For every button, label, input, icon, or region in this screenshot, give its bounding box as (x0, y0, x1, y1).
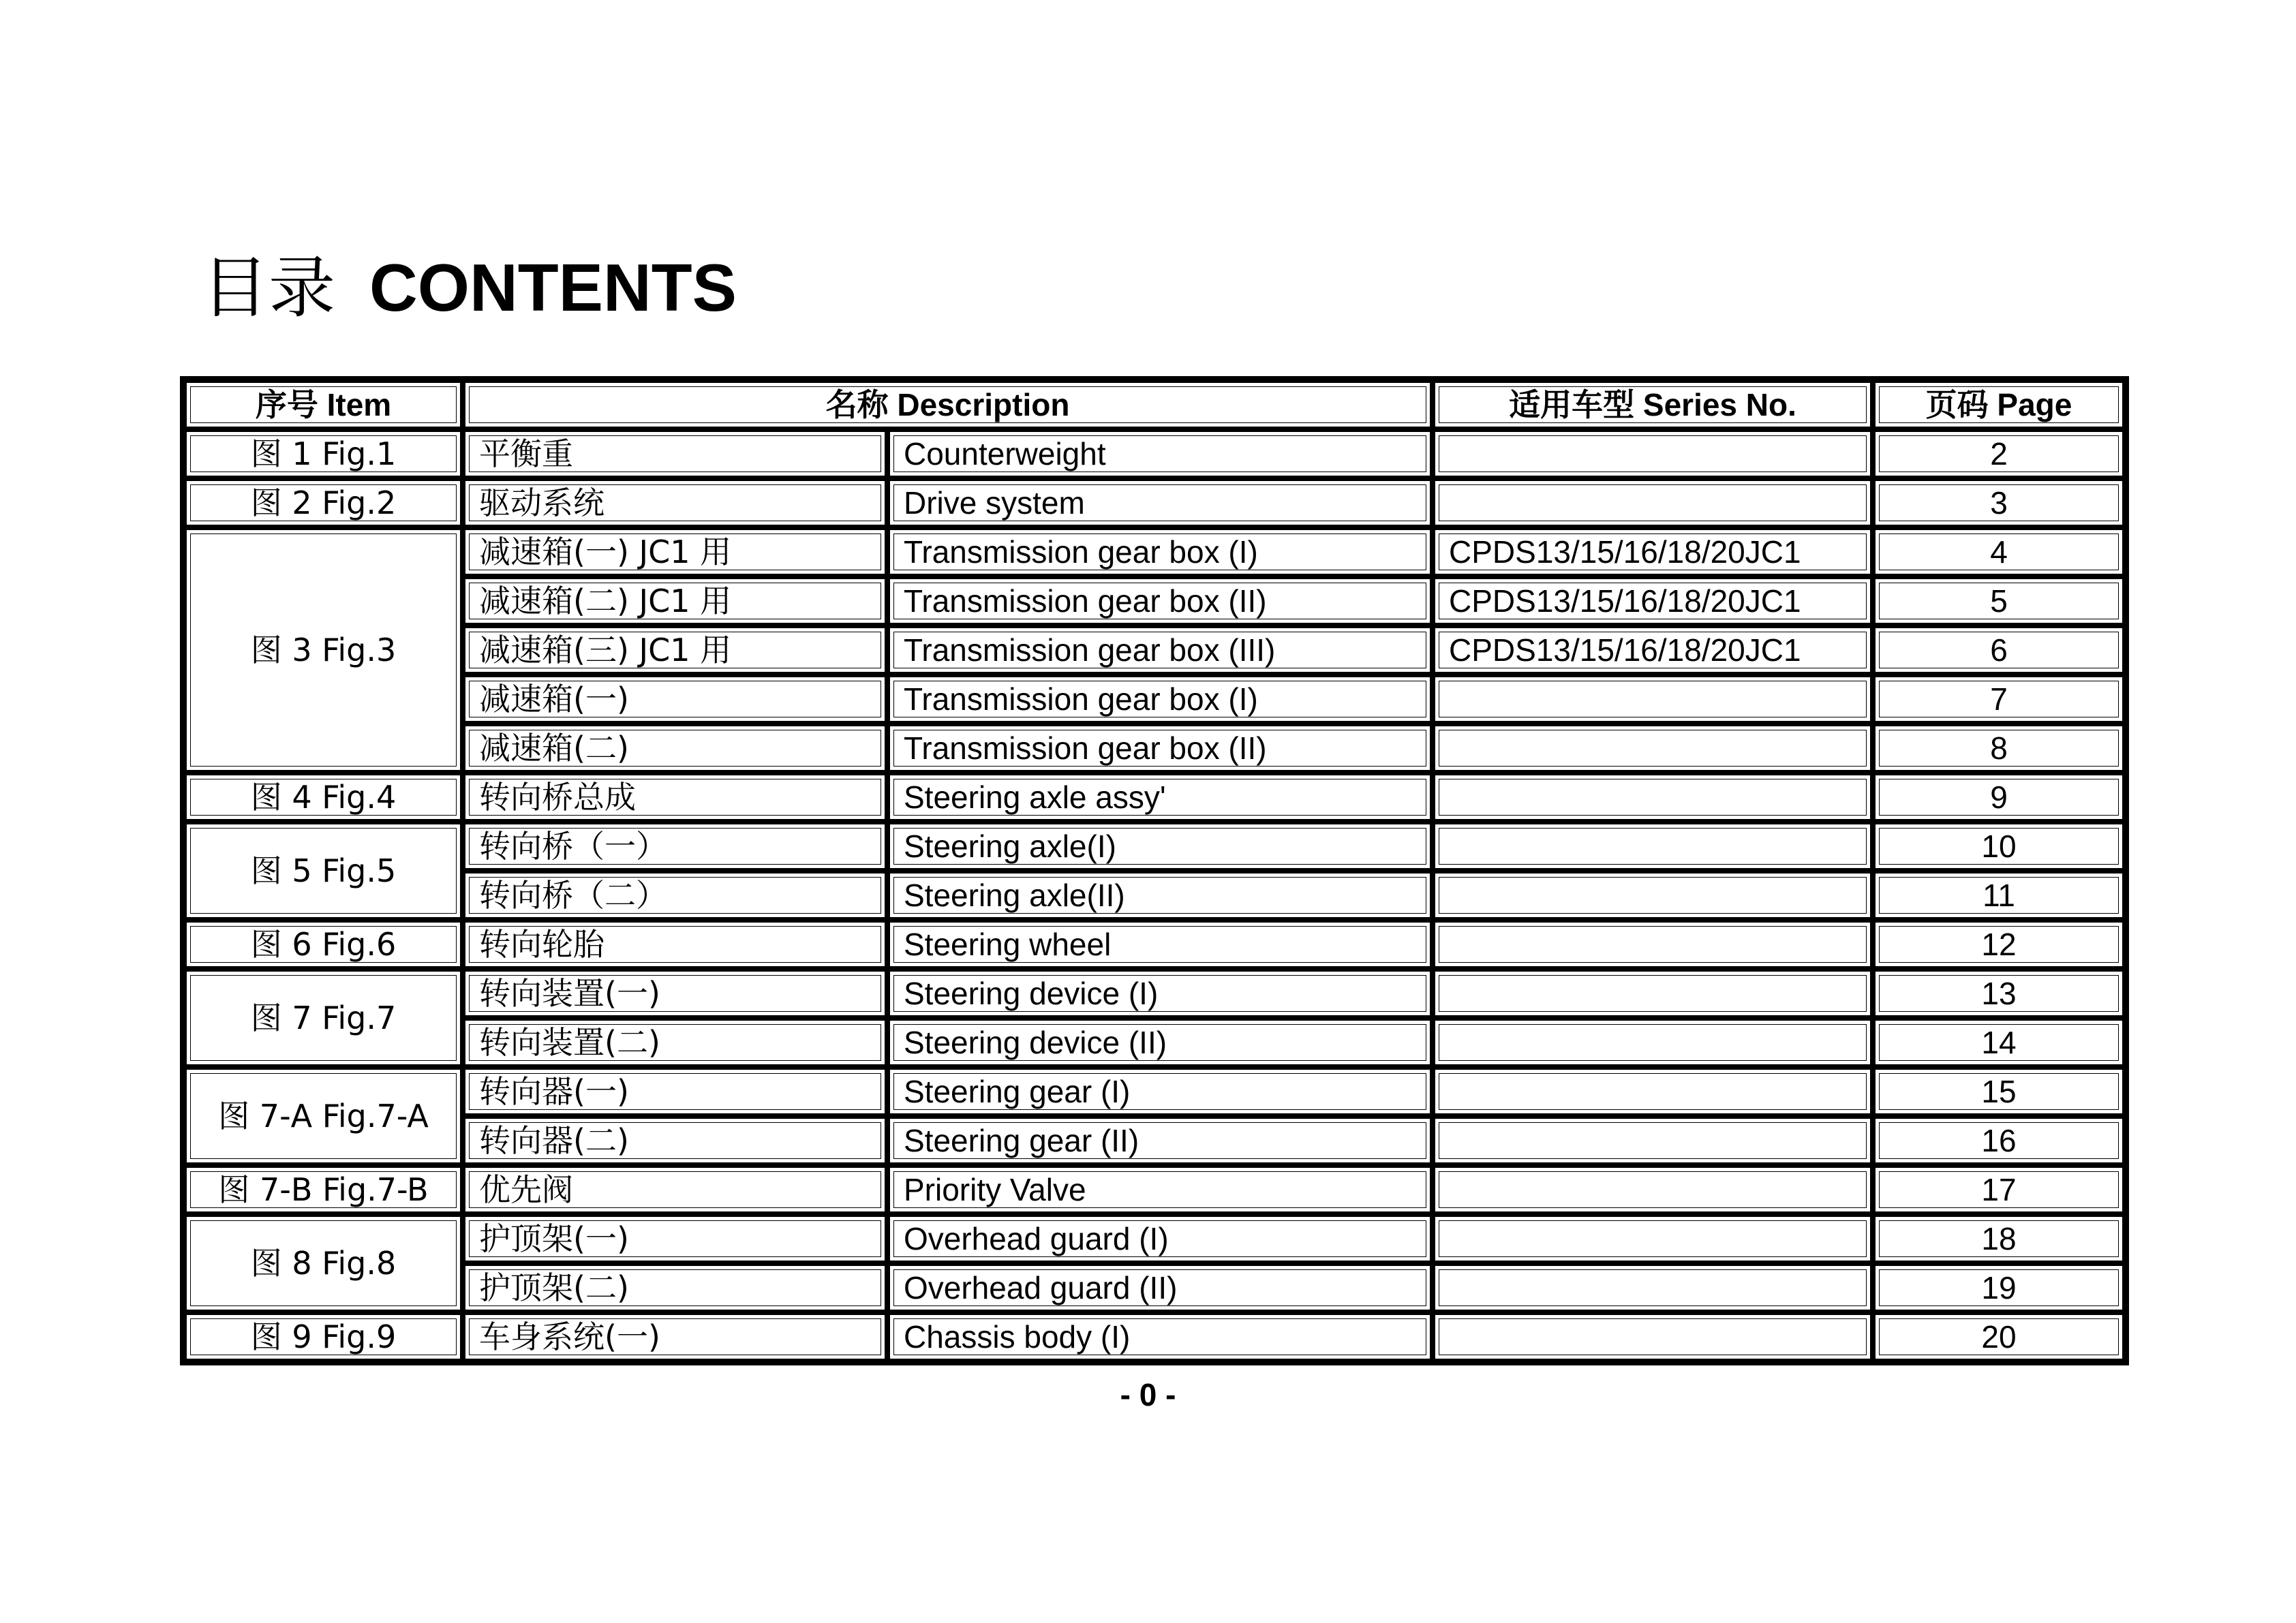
table-row (184, 871, 2125, 920)
row-name-en: Overhead guard (II) (887, 1263, 1433, 1312)
row-name-en: Steering axle(II) (887, 871, 1433, 920)
row-name-zh: 转向桥（一） (463, 822, 887, 871)
row-name-en: Chassis body (I) (887, 1312, 1433, 1361)
row-item: 图 7-A Fig.7-A (184, 1067, 463, 1165)
row-series (1433, 478, 1873, 527)
row-item: 图 1 Fig.1 (184, 429, 463, 478)
row-name-en: Transmission gear box (II) (887, 724, 1433, 773)
row-name-en: Steering gear (I) (887, 1067, 1433, 1116)
row-name-zh: 减速箱(一) JC1 用 (463, 527, 887, 576)
row-name-en: Steering axle assy' (887, 773, 1433, 822)
table-header-row (184, 380, 2125, 429)
row-item: 图 7-B Fig.7-B (184, 1165, 463, 1214)
row-series: CPDS13/15/16/18/20JC1 (1433, 527, 1873, 576)
table-row (184, 1018, 2125, 1067)
table-row (184, 773, 2125, 822)
row-series (1433, 1165, 1873, 1214)
page-number: - 0 - (1120, 1377, 1176, 1412)
table-row (184, 1214, 2125, 1263)
row-page: 10 (1873, 822, 2125, 871)
row-page: 9 (1873, 773, 2125, 822)
table-row (184, 1165, 2125, 1214)
page-title-en: CONTENTS (369, 250, 737, 325)
table-row (184, 478, 2125, 527)
header-series: 适用车型 Series No. (1433, 380, 1873, 429)
row-name-zh: 转向轮胎 (463, 920, 887, 969)
row-name-en: Transmission gear box (I) (887, 675, 1433, 724)
row-page: 3 (1873, 478, 2125, 527)
row-name-zh: 转向器(二) (463, 1116, 887, 1165)
row-name-en: Steering device (II) (887, 1018, 1433, 1067)
contents-table (180, 376, 2129, 1365)
table-row (184, 724, 2125, 773)
row-series (1433, 1312, 1873, 1361)
table-row (184, 1067, 2125, 1116)
row-name-en: Steering wheel (887, 920, 1433, 969)
table-row (184, 1263, 2125, 1312)
row-name-en: Priority Valve (887, 1165, 1433, 1214)
row-name-zh: 优先阀 (463, 1165, 887, 1214)
row-name-zh: 护顶架(二) (463, 1263, 887, 1312)
row-series (1433, 1018, 1873, 1067)
row-name-en: Counterweight (887, 429, 1433, 478)
row-name-zh: 转向装置(一) (463, 969, 887, 1018)
row-series (1433, 675, 1873, 724)
table-row (184, 429, 2125, 478)
row-item: 图 3 Fig.3 (184, 527, 463, 773)
row-name-en: Transmission gear box (II) (887, 576, 1433, 625)
row-name-zh: 护顶架(一) (463, 1214, 887, 1263)
row-series (1433, 1263, 1873, 1312)
row-item: 图 9 Fig.9 (184, 1312, 463, 1361)
row-page: 20 (1873, 1312, 2125, 1361)
row-page: 16 (1873, 1116, 2125, 1165)
row-name-en: Steering device (I) (887, 969, 1433, 1018)
row-series (1433, 1116, 1873, 1165)
header-description: 名称 Description (463, 380, 1433, 429)
table-row (184, 675, 2125, 724)
row-series: CPDS13/15/16/18/20JC1 (1433, 576, 1873, 625)
row-name-en: Drive system (887, 478, 1433, 527)
row-name-en: Overhead guard (I) (887, 1214, 1433, 1263)
row-item: 图 8 Fig.8 (184, 1214, 463, 1312)
row-name-en: Steering gear (II) (887, 1116, 1433, 1165)
row-series (1433, 920, 1873, 969)
row-series (1433, 1214, 1873, 1263)
row-series (1433, 1067, 1873, 1116)
table-row (184, 1312, 2125, 1361)
row-series (1433, 429, 1873, 478)
row-item: 图 6 Fig.6 (184, 920, 463, 969)
row-series (1433, 969, 1873, 1018)
header-page: 页码 Page (1873, 380, 2125, 429)
row-page: 8 (1873, 724, 2125, 773)
row-page: 11 (1873, 871, 2125, 920)
page-title (202, 247, 737, 328)
row-name-en: Transmission gear box (III) (887, 625, 1433, 675)
row-item: 图 5 Fig.5 (184, 822, 463, 920)
row-series: CPDS13/15/16/18/20JC1 (1433, 625, 1873, 675)
table-row (184, 822, 2125, 871)
row-name-zh: 减速箱(一) (463, 675, 887, 724)
table-row (184, 576, 2125, 625)
row-page: 19 (1873, 1263, 2125, 1312)
row-series (1433, 822, 1873, 871)
table-row (184, 969, 2125, 1018)
table-row (184, 527, 2125, 576)
row-page: 5 (1873, 576, 2125, 625)
row-page: 12 (1873, 920, 2125, 969)
row-name-zh: 车身系统(一) (463, 1312, 887, 1361)
row-page: 7 (1873, 675, 2125, 724)
row-name-zh: 驱动系统 (463, 478, 887, 527)
row-name-en: Steering axle(I) (887, 822, 1433, 871)
table-row (184, 1116, 2125, 1165)
row-page: 14 (1873, 1018, 2125, 1067)
row-item: 图 2 Fig.2 (184, 478, 463, 527)
row-name-zh: 转向桥（二） (463, 871, 887, 920)
page-title-zh: 目录 (202, 249, 336, 327)
row-page: 18 (1873, 1214, 2125, 1263)
row-name-en: Transmission gear box (I) (887, 527, 1433, 576)
row-name-zh: 减速箱(二) (463, 724, 887, 773)
row-page: 4 (1873, 527, 2125, 576)
row-name-zh: 减速箱(二) JC1 用 (463, 576, 887, 625)
row-name-zh: 减速箱(三) JC1 用 (463, 625, 887, 675)
row-page: 15 (1873, 1067, 2125, 1116)
row-page: 2 (1873, 429, 2125, 478)
row-name-zh: 平衡重 (463, 429, 887, 478)
row-series (1433, 724, 1873, 773)
row-page: 17 (1873, 1165, 2125, 1214)
row-series (1433, 871, 1873, 920)
row-series (1433, 773, 1873, 822)
row-item: 图 7 Fig.7 (184, 969, 463, 1067)
row-name-zh: 转向装置(二) (463, 1018, 887, 1067)
row-name-zh: 转向器(一) (463, 1067, 887, 1116)
table-row (184, 920, 2125, 969)
header-item: 序号 Item (184, 380, 463, 429)
row-name-zh: 转向桥总成 (463, 773, 887, 822)
row-item: 图 4 Fig.4 (184, 773, 463, 822)
table-row (184, 625, 2125, 675)
row-page: 13 (1873, 969, 2125, 1018)
row-page: 6 (1873, 625, 2125, 675)
